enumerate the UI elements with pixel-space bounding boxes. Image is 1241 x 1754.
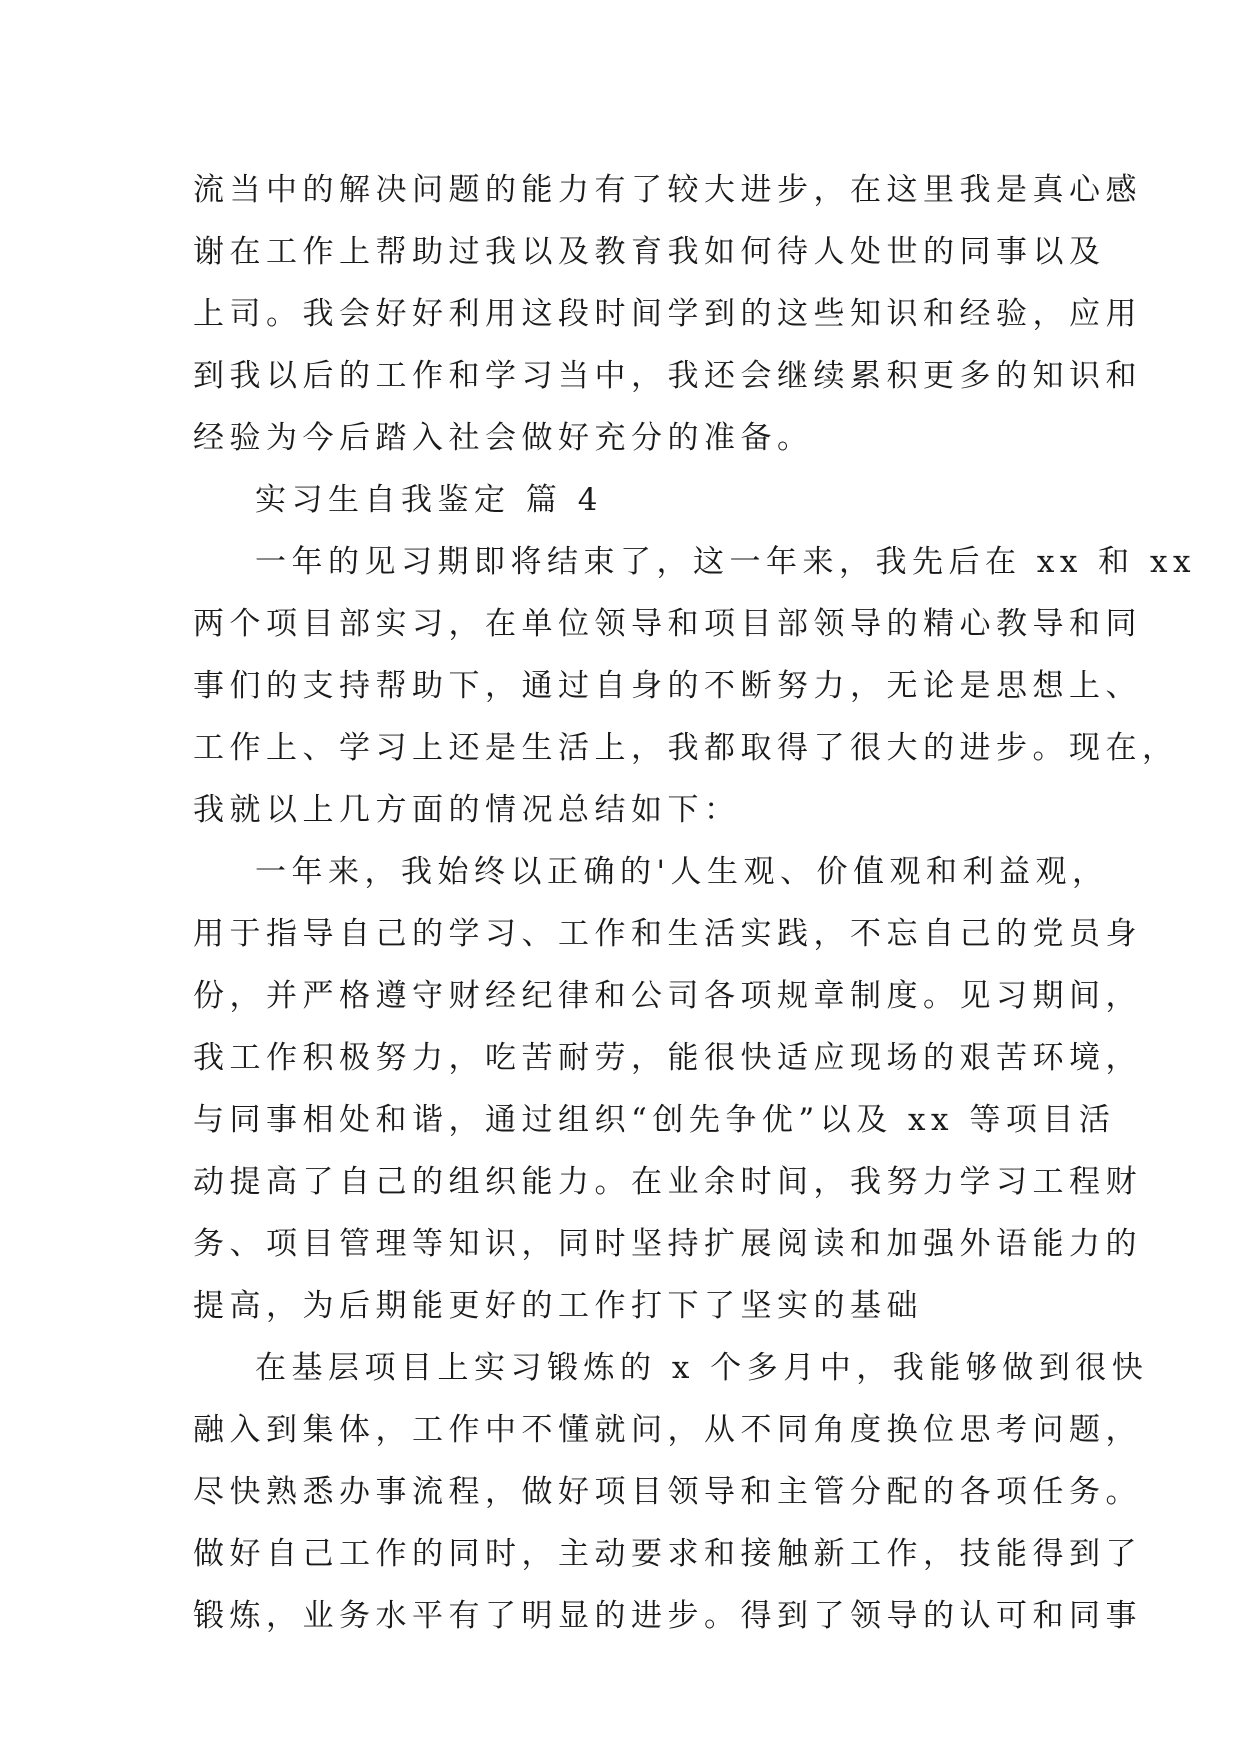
text-line: 动提高了自己的组织能力。在业余时间，我努力学习工程财: [193, 1164, 1142, 1200]
section-heading: 实习生自我鉴定 篇 4: [255, 482, 603, 518]
text-line: 与同事相处和谐，通过组织“创先争优”以及 xx 等项目活: [193, 1102, 1116, 1138]
text-line: 我工作积极努力，吃苦耐劳，能很快适应现场的艰苦环境，: [193, 1040, 1142, 1076]
text-line: 融入到集体，工作中不懂就问，从不同角度换位思考问题，: [193, 1412, 1142, 1448]
text-line: 提高，为后期能更好的工作打下了坚实的基础: [193, 1288, 923, 1324]
text-line: 做好自己工作的同时，主动要求和接触新工作，技能得到了: [193, 1536, 1142, 1572]
text-line: 上司。我会好好利用这段时间学到的这些知识和经验，应用: [193, 296, 1142, 332]
document-body: [193, 159, 1196, 1647]
text-line: 我就以上几方面的情况总结如下：: [193, 792, 741, 828]
text-line: 尽快熟悉办事流程，做好项目领导和主管分配的各项任务。: [193, 1474, 1142, 1510]
text-line: 谢在工作上帮助过我以及教育我如何待人处世的同事以及: [193, 234, 1106, 270]
text-line: 到我以后的工作和学习当中，我还会继续累积更多的知识和: [193, 358, 1142, 394]
text-line: 务、项目管理等知识，同时坚持扩展阅读和加强外语能力的: [193, 1226, 1142, 1262]
text-line: 事们的支持帮助下，通过自身的不断努力，无论是思想上、: [193, 668, 1142, 704]
text-line: 份，并严格遵守财经纪律和公司各项规章制度。见习期间，: [193, 978, 1142, 1014]
text-line: 经验为今后踏入社会做好充分的准备。: [193, 420, 814, 456]
text-line: 用于指导自己的学习、工作和生活实践，不忘自己的党员身: [193, 916, 1142, 952]
paragraph-start-line: 在基层项目上实习锻炼的 x 个多月中，我能够做到很快: [255, 1350, 1149, 1386]
text-line: 流当中的解决问题的能力有了较大进步，在这里我是真心感: [193, 172, 1142, 208]
paragraph-start-line: 一年的见习期即将结束了，这一年来，我先后在 xx 和 xx: [255, 544, 1196, 580]
text-line: 两个项目部实习，在单位领导和项目部领导的精心教导和同: [193, 606, 1142, 642]
text-line: 锻炼，业务水平有了明显的进步。得到了领导的认可和同事: [193, 1598, 1142, 1634]
text-line: 工作上、学习上还是生活上，我都取得了很大的进步。现在，: [193, 730, 1179, 766]
paragraph-start-line: 一年来，我始终以正确的'人生观、价值观和利益观，: [255, 854, 1109, 890]
